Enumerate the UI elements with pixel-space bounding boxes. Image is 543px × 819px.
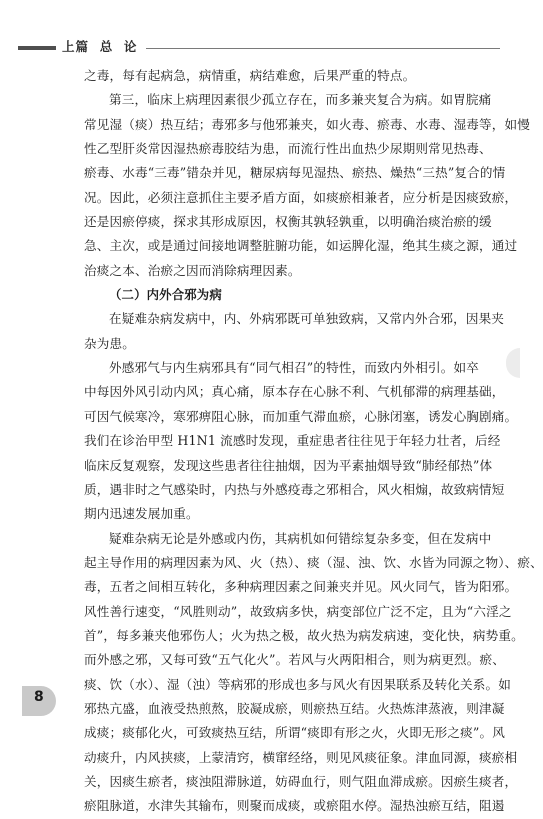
text-line: 第三，临床上病理因素很少孤立存在，而多兼夹复合为病。如胃脘痛 [109,92,492,108]
text-line: 成痰；痰郁化火，可致痰热互结，所谓“痰即有形之火，火即无形之痰”。风 [84,725,505,741]
page-number: 8 [34,689,44,705]
page-edge-tab [506,348,520,378]
text-line: 中每因外风引动内风；真心痛，原本存在心脉不利、气机郁滞的病理基础， [84,384,505,400]
text-line: 而外感之邪，又每可致“五气化火”。若风与火两阳相合，则为病更烈。瘀、 [84,652,505,668]
text-line: 还是因瘀停痰，探求其形成原因，权衡其孰轻孰重，以明确治痰治瘀的缓 [84,214,492,230]
text-line: 疑难杂病无论是外感或内伤，其病机如何错综复杂多变，但在发病中 [109,530,492,546]
text-line: 毒，五者之间相互转化，多种病理因素之间兼夹并见。风火同气，皆为阳邪。 [84,579,518,595]
text-line: 况。因此，必须注意抓住主要矛盾方面，如痰瘀相兼者，应分析是因痰致瘀， [84,189,518,205]
text-line: 动痰升，内风挟痰，上蒙清窍，横窜经络，则见风痰征象。津血同源，痰瘀相 [84,749,518,765]
text-line: 在疑难杂病发病中，内、外病邪既可单独致病，又常内外合邪，因果夹 [109,311,505,327]
text-line: 可因气候寒冷，寒邪痹阻心脉，而加重气滞血瘀，心脉闭塞，诱发心胸剧痛。 [84,408,518,424]
text-line: 临床反复观察，发现这些患者往往抽烟，因为平素抽烟导致“肺经郁热”体 [84,457,493,473]
text-line: 急、主次，或是通过间接地调整脏腑功能，如运脾化湿，绝其生痰之源，通过 [84,238,518,254]
text-line: 首”，每多兼夹他邪伤人；火为热之极，故火热为病发病速，变化快，病势重。 [84,627,524,643]
text-line: 治痰之本、治瘀之因而消除病理因素。 [84,262,301,278]
text-line: 期内迅速发展加重。 [84,506,199,522]
text-line: 外感邪气与内生病邪具有“同气相召”的特性，而致内外相引。如卒 [109,360,480,376]
text-line: 痰、饮（水）、湿（浊）等病邪的形成也多与风火有因果联系及转化关系。如 [84,676,511,692]
text-line: 性乙型肝炎常因湿热瘀毒胶结为患，而流行性出血热少尿期则常见热毒、 [84,141,492,157]
text-line: 风性善行速变，“风胜则动”，故致病多快，病变部位广泛不定，且为“六淫之 [84,603,512,619]
text-line: 起主导作用的病理因素为风、火（热）、痰（湿、浊、饮、水皆为同源之物）、瘀、 [84,554,543,570]
header-rule-left [18,46,56,50]
text-line: 常见湿（痰）热互结；毒邪多与他邪兼夹，如火毒、瘀毒、水毒、湿毒等，如慢 [84,116,531,132]
text-line: 瘀阻脉道，水津失其输布，则聚而成痰，或瘀阻水停。湿热浊瘀互结，阻遏 [84,798,505,814]
running-header-title: 上篇 总 论 [62,39,138,54]
text-line: 关，因痰生瘀者，痰浊阻滞脉道，妨碍血行，则气阻血滞成瘀。因瘀生痰者， [84,773,518,789]
text-line: 杂为患。 [84,335,135,351]
text-line: 我们在诊治甲型 H1N1 流感时发现，重症患者往往见于年轻力壮者，后经 [84,433,501,449]
header-rule-right [146,48,500,49]
body-text [84,64,543,819]
text-line: 邪热亢盛，血液受热煎熬，胶凝成瘀，则瘀热互结。火热炼津蒸液，则津凝 [84,700,505,716]
text-line: 瘀毒、水毒“三毒”错杂并见，糖尿病每见湿热、瘀热、燥热“三热”复合的情 [84,165,506,181]
text-line: 之毒，每有起病急，病情重，病结难愈，后果严重的特点。 [84,68,416,83]
text-line: 质，遇非时之气感染时，内热与外感疫毒之邪相合，风火相煽，故致病情短 [84,481,505,497]
section-heading: （二）内外合邪为病 [109,287,222,303]
